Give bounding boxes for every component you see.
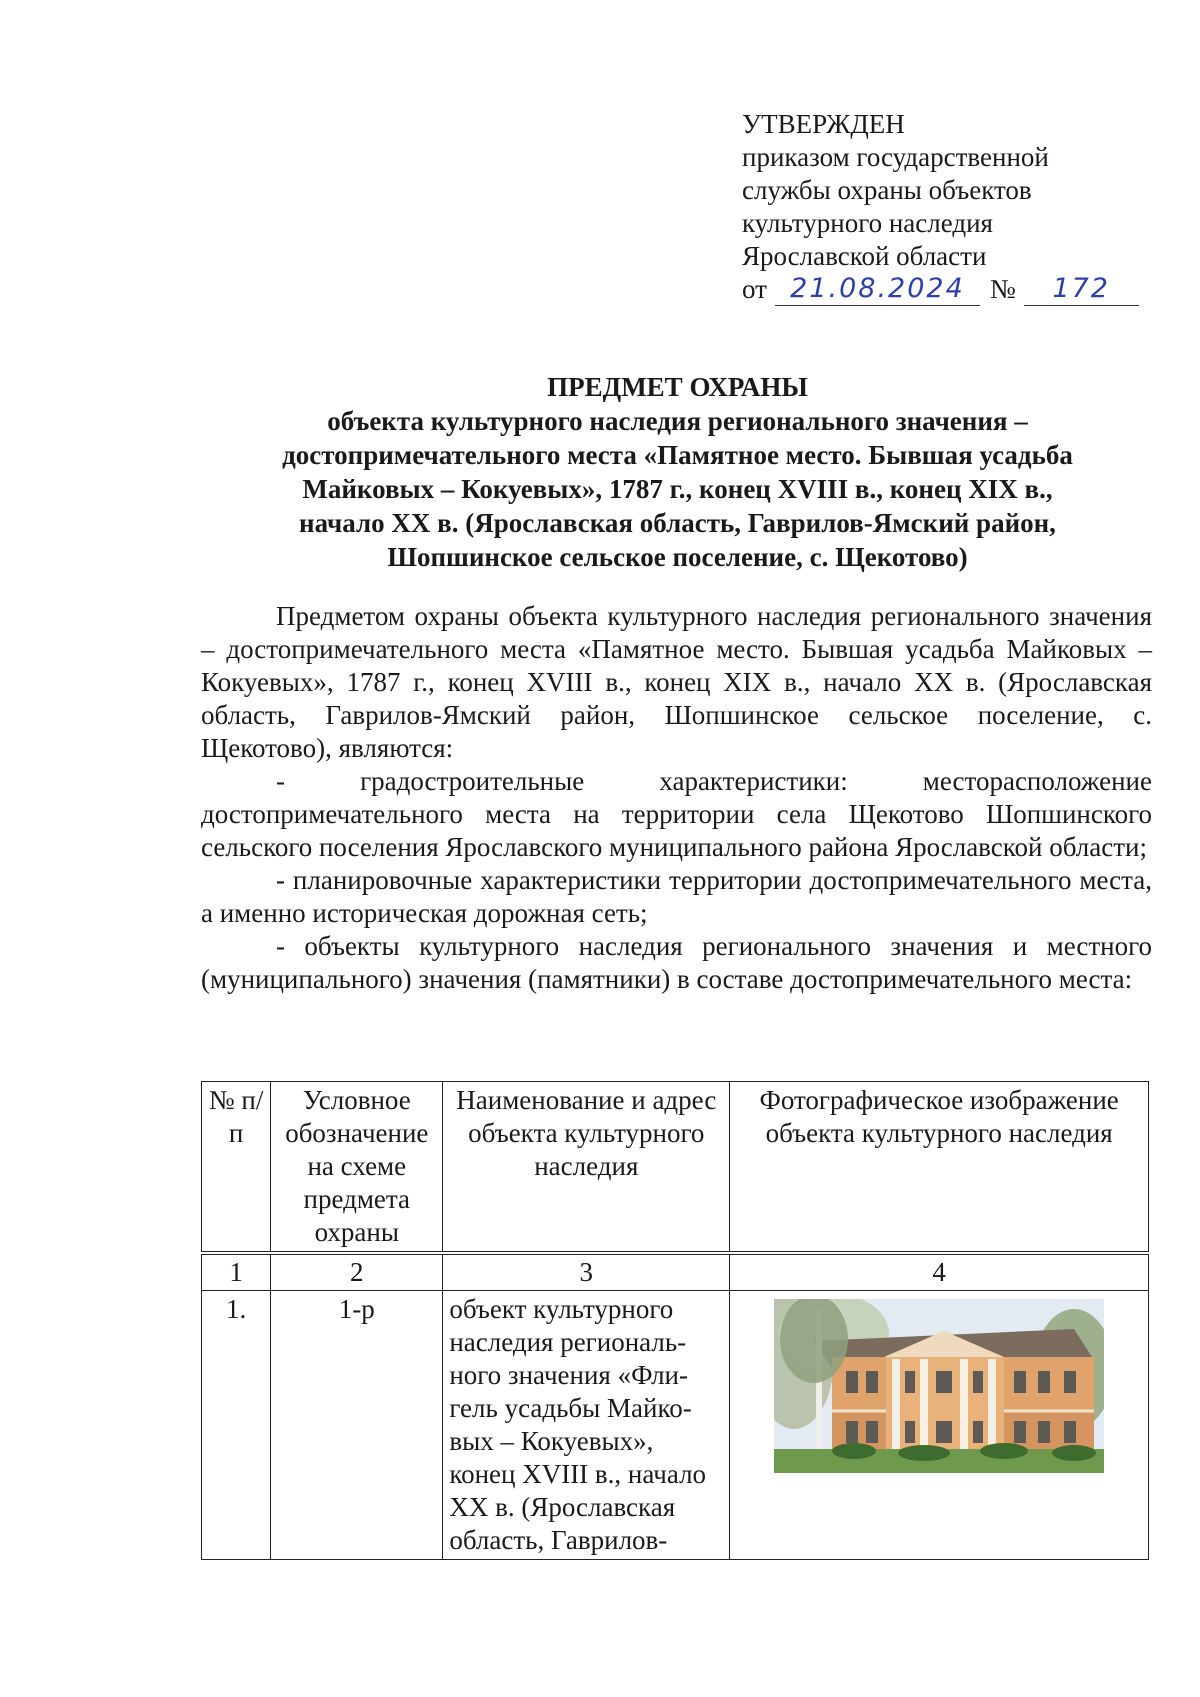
manor-wing-photo-graphic	[774, 1299, 1104, 1473]
approval-line: Ярославской области	[742, 241, 987, 271]
column-number: 4	[730, 1253, 1149, 1291]
header-code: Условное обозначение на схеме предмета охраны	[271, 1082, 443, 1254]
paragraph-intro: Предметом охраны объекта культурного наследия регионального значения – достопримечательного места «Памятное место. Бывшая усадьба Майковых – Кокуевых», 1787 г., конец XVIII в., конец XIX в., начало XX в. (Ярославская область, Гаврилов-Ямский район, Шопшинское сельское поселение, с. Щекотово), являются:	[201, 601, 1152, 763]
number-field	[1024, 275, 1139, 306]
table-header-row	[202, 1082, 1149, 1254]
paragraph-item-objects: - объекты культурного наследия регионального значения и местного (муниципального) значения (памятники) в составе достопримечательного места:	[201, 931, 1152, 994]
handwritten-date: 21.08.2024	[790, 273, 965, 304]
paragraph-item-urban: - градостроительные характеристики: месторасположение достопримечательного места на территории села Щекотово Шопшинского сельского поселения Ярославского муниципального района Ярославской области;	[201, 766, 1152, 862]
header-num: № п/п	[202, 1082, 271, 1254]
title-main: ПРЕДМЕТ ОХРАНЫ	[547, 372, 808, 402]
date-prefix: от	[742, 274, 767, 304]
approval-date-line	[742, 273, 1142, 306]
approval-line: приказом государственной	[742, 142, 1049, 172]
title-line: Шопшинское сельское поселение, с. Щекотово)	[387, 542, 968, 572]
column-number: 1	[202, 1253, 271, 1291]
number-prefix: №	[989, 274, 1016, 304]
column-number: 3	[443, 1253, 730, 1291]
header-name: Наименование и адрес объекта культурного наследия	[443, 1082, 730, 1254]
approval-stamp	[742, 108, 1142, 306]
table-row	[202, 1291, 1149, 1560]
paragraph-item-planning: - планировочные характеристики территории достопримечательного места, а именно историческая дорожная сеть;	[201, 865, 1152, 928]
header-photo: Фотографическое изображение объекта культурного наследия	[730, 1082, 1149, 1254]
document-title	[200, 370, 1155, 574]
title-line: Майковых – Кокуевых», 1787 г., конец XVIII в., конец XIX в.,	[302, 474, 1053, 504]
approval-line: службы охраны объектов	[742, 175, 1032, 205]
approval-line: культурного наследия	[742, 208, 993, 238]
body-text	[201, 600, 1152, 996]
approval-heading: УТВЕРЖДЕН	[742, 109, 905, 139]
handwritten-number: 172	[1052, 273, 1110, 304]
row-photo-cell	[730, 1291, 1149, 1560]
title-line: объекта культурного наследия регионального значения –	[327, 406, 1028, 436]
date-field	[775, 275, 980, 306]
row-code: 1-р	[271, 1291, 443, 1560]
photo-of-manor-wing	[774, 1299, 1104, 1473]
title-line: достопримечательного места «Памятное место. Бывшая усадьба	[282, 440, 1073, 470]
title-line: начало XX в. (Ярославская область, Гаврилов-Ямский район,	[299, 508, 1056, 538]
row-object-name: объект культурного наследия региональ-ного значения «Фли-гель усадьбы Майко-вых – Кокуевых», конец XVIII в., начало XX в. (Ярославская область, Гаврилов-	[443, 1291, 730, 1560]
column-number-row	[202, 1253, 1149, 1291]
heritage-table	[201, 1081, 1149, 1560]
column-number: 2	[271, 1253, 443, 1291]
row-num: 1.	[202, 1291, 271, 1560]
